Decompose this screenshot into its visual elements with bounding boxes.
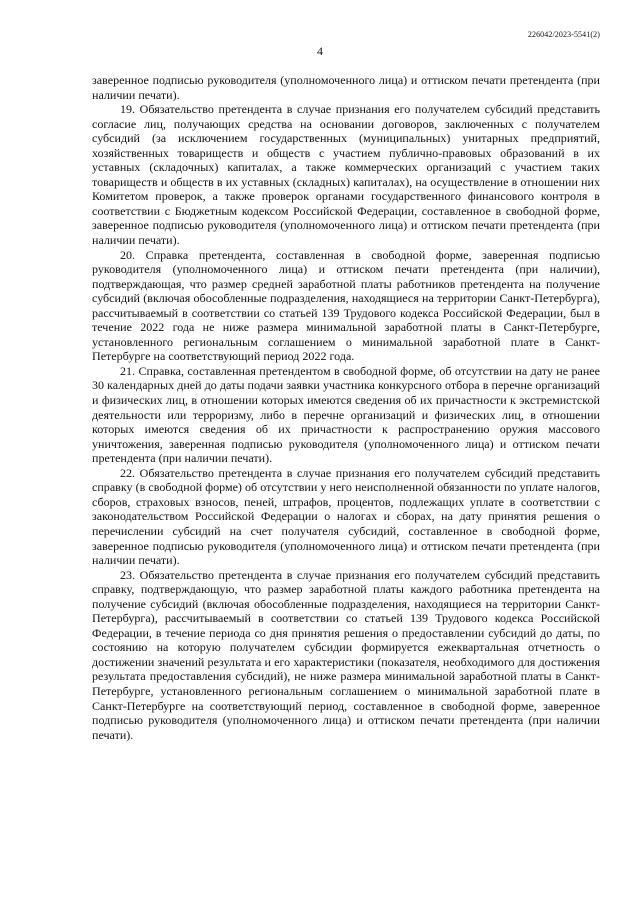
paragraph-continuation: заверенное подписью руководителя (уполномоченного лица) и оттиском печати претендента (при наличии печати). bbox=[92, 73, 600, 102]
paragraph-item-19: 19. Обязательство претендента в случае признания его получателем субсидий представить согласие лиц, получающих средства на основании договоров, заключенных с получателем субсидий (за исключением государственных (муниципальных) унитарных предприятий, хозяйственных товариществ и обществ с участием публично-правовых образований в их уставных (складочных) капиталах, а также коммерческих организаций с участием таких товариществ и обществ в их уставных (складных) капиталах), на осуществление в отношении них Комитетом проверок, а также проверок органами государственного финансового контроля в соответствии с Бюджетным кодексом Российской Федерации, составленное в свободной форме, заверенное подписью руководителя (уполномоченного лица) и оттиском печати претендента (при наличии печати). bbox=[92, 102, 600, 248]
paragraph-item-21: 21. Справка, составленная претендентом в свободной форме, об отсутствии на дату не ранее 30 календарных дней до даты подачи заявки участника конкурсного отбора в перечне организаций и физических лиц, в отношении которых имеются сведения об их причастности к экстремистской деятельности или терроризму, либо в перечне организаций и физических лиц, в отношении которых имеются сведения об их причастности к распространению оружия массового уничтожения, заверенная подписью руководителя (уполномоченного лица) и оттиском печати претендента (при наличии печати). bbox=[92, 363, 600, 466]
document-id: 226042/2023-5541(2) bbox=[527, 30, 600, 39]
document-body bbox=[92, 73, 600, 742]
paragraph-item-20: 20. Справка претендента, составленная в свободной форме, заверенная подписью руководителя (уполномоченного лица) и оттиском печати претендента (при наличии), подтверждающая, что размер средней заработной платы работников претендента на получение субсидий (включая обособленные подразделения, находящиеся на территории Санкт-Петербурга), рассчитываемый в соответствии со статьей 139 Трудового кодекса Российской Федерации, был в течение 2022 года не ниже размера минимальной заработной платы в Санкт-Петербурге, установленного региональным соглашением о минимальной заработной плате в Санкт-Петербурге на соответствующий период 2022 года. bbox=[92, 247, 600, 364]
page-number: 4 bbox=[317, 44, 323, 58]
paragraph-item-22: 22. Обязательство претендента в случае признания его получателем субсидий представить справку (в свободной форме) об отсутствии у него неисполненной обязанности по уплате налогов, сборов, страховых взносов, пеней, штрафов, процентов, подлежащих уплате в соответствии с законодательством Российской Федерации о налогах и сборах, на дату принятия решения о перечислении субсидий на счет получателя субсидий, составленное в свободной форме, заверенное подписью руководителя (уполномоченного лица) и оттиском печати претендента (при наличии печати). bbox=[92, 465, 600, 568]
paragraph-item-23: 23. Обязательство претендента в случае признания его получателем субсидий представить справку, подтверждающую, что размер заработной платы каждого работника претендента на получение субсидий (включая обособленные подразделения, находящиеся на территории Санкт-Петербурга), рассчитываемый в соответствии со статьей 139 Трудового кодекса Российской Федерации, в течение периода со дня принятия решения о предоставлении субсидий до даты, по состоянию на которую получателем субсидии формируется ежеквартальная отчетность о достижении значений результата и его характеристики (показателя, необходимого для достижения результата предоставления субсидий), не ниже размера минимальной заработной платы в Санкт-Петербурге, установленного региональным соглашением о минимальной заработной плате в Санкт-Петербурге на соответствующий период, составленное в свободной форме, заверенное подписью руководителя (уполномоченного лица) и оттиском печати претендента (при наличии печати). bbox=[92, 567, 600, 742]
